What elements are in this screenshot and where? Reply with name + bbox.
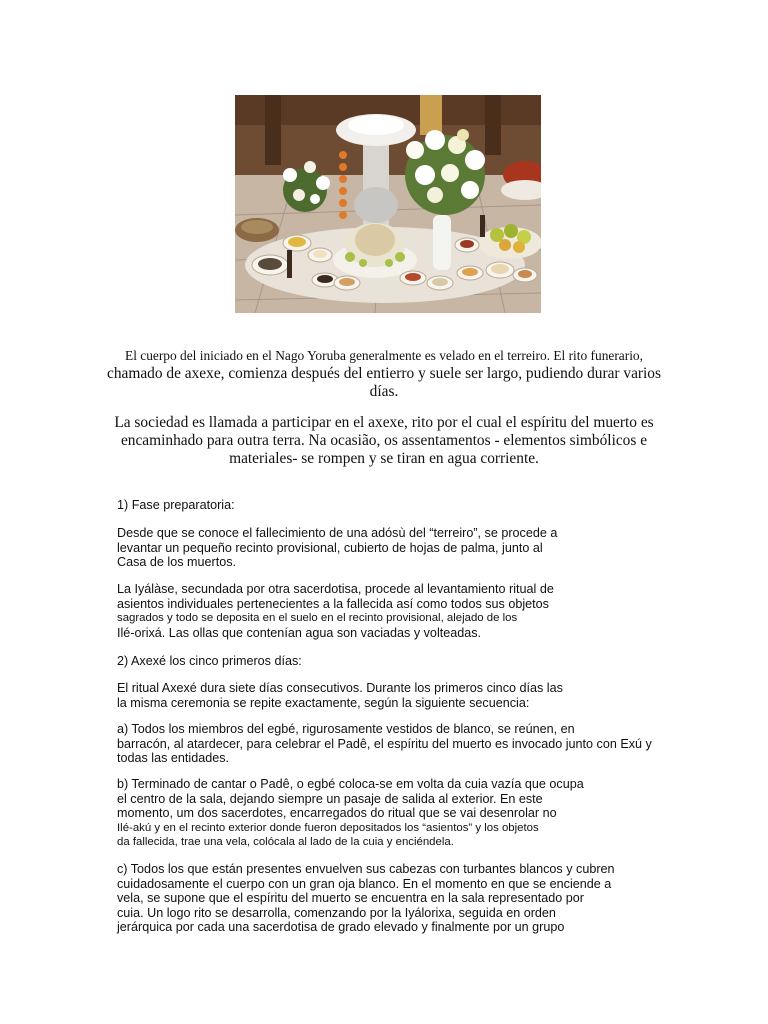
body-p6-line-1: c) Todos los que están presentes envuelven sus cabezas con turbantes blancos y cubren <box>117 862 615 876</box>
body-paragraph-1 <box>117 526 557 570</box>
intro-p2-line-3: materiales- se rompen y se tiran en agua corriente. <box>229 450 539 467</box>
body-p5-line-1: b) Terminado de cantar o Padê, o egbé coloca-se em volta da cuia vazía que ocupa <box>117 777 584 791</box>
intro-p1-line-2: chamado de axexe, comienza después del entierro y suele ser largo, pudiendo durar varios <box>107 365 661 382</box>
body-p5-line-5: da fallecida, trae una vela, colócala al lado de la cuia y enciéndela. <box>117 836 454 848</box>
body-p6-line-3: vela, se supone que el espíritu del muerto se encuentra en la sala representado por <box>117 891 584 905</box>
body-paragraph-6 <box>117 862 615 935</box>
altar-offerings-photo <box>235 95 541 313</box>
body-p2-line-2: asientos individuales pertenecientes a la fallecida así como todos sus objetos <box>117 596 549 611</box>
section-heading-1: 1) Fase preparatoria: <box>117 498 235 512</box>
section-heading-2: 2) Axexé los cinco primeros días: <box>117 654 302 668</box>
intro-p1-line-3: días. <box>369 383 399 400</box>
body-p2-line-1: La Iyálàse, secundada por otra sacerdotisa, procede al levantamiento ritual de <box>117 582 554 596</box>
body-p5-line-2: el centro de la sala, dejando siempre un pasaje de salida al exterior. En este <box>117 791 543 806</box>
body-p6-line-4: cuia. Un logo rito se desarrolla, comenzando por la Iyálorixa, seguida en orden <box>117 905 556 920</box>
body-p4-line-3: todas las entidades. <box>117 751 230 765</box>
body-paragraph-2 <box>117 582 554 640</box>
body-p5-line-4: Ilé-akú y en el recinto exterior donde fueron depositados los “asientos” y los objetos <box>117 821 539 834</box>
body-p4-line-2: barracón, al atardecer, para celebrar el Padê, el espíritu del muerto es invocado junto con Exú y <box>117 736 652 751</box>
intro-p2-line-1: La sociedad es llamada a participar en el axexe, rito por el cual el espíritu del muerto es <box>114 414 654 431</box>
body-p4-line-1: a) Todos los miembros del egbé, rigurosamente vestidos de blanco, se reúnen, en <box>117 722 575 736</box>
body-paragraph-4 <box>117 722 652 766</box>
body-p1-line-2: levantar un pequeño recinto provisional, cubierto de hojas de palma, junto al <box>117 540 543 555</box>
body-p2-line-3: sagrados y todo se deposita en el suelo en el recinto provisional, alejado de los <box>117 612 518 624</box>
body-p3-line-1: El ritual Axexé dura siete días consecutivos. Durante los primeros cinco días las <box>117 681 563 695</box>
intro-paragraph-2 <box>100 414 668 468</box>
body-p2-line-4: Ilé-orixá. Las ollas que contenían agua son vaciadas y volteadas. <box>117 625 482 640</box>
body-p1-line-1: Desde que se conoce el fallecimiento de una adósù del “terreiro”, se procede a <box>117 526 558 540</box>
intro-p1-line-1: El cuerpo del iniciado en el Nago Yoruba generalmente es velado en el terreiro. El rito funerario, <box>125 348 643 363</box>
intro-paragraph-1 <box>100 347 668 401</box>
body-p3-line-2: la misma ceremonia se repite exactamente, según la siguiente secuencia: <box>117 695 530 710</box>
body-p5-line-3: momento, um dos sacerdotes, encarregados do ritual que se vai desenrolar no <box>117 806 557 820</box>
intro-p2-line-2: encaminhado para outra terra. Na ocasião, os assentamentos - elementos simbólicos e <box>120 432 648 449</box>
altar-photo-illustration <box>235 95 541 313</box>
body-paragraph-5 <box>117 777 584 850</box>
body-p6-line-5: jerárquica por cada una sacerdotisa de grado elevado y finalmente por un grupo <box>117 920 565 934</box>
body-p6-line-2: cuidadosamente el cuerpo con un gran oja blanco. En el momento en que se enciende a <box>117 876 612 891</box>
body-p1-line-3: Casa de los muertos. <box>117 555 236 569</box>
body-paragraph-3 <box>117 681 563 710</box>
